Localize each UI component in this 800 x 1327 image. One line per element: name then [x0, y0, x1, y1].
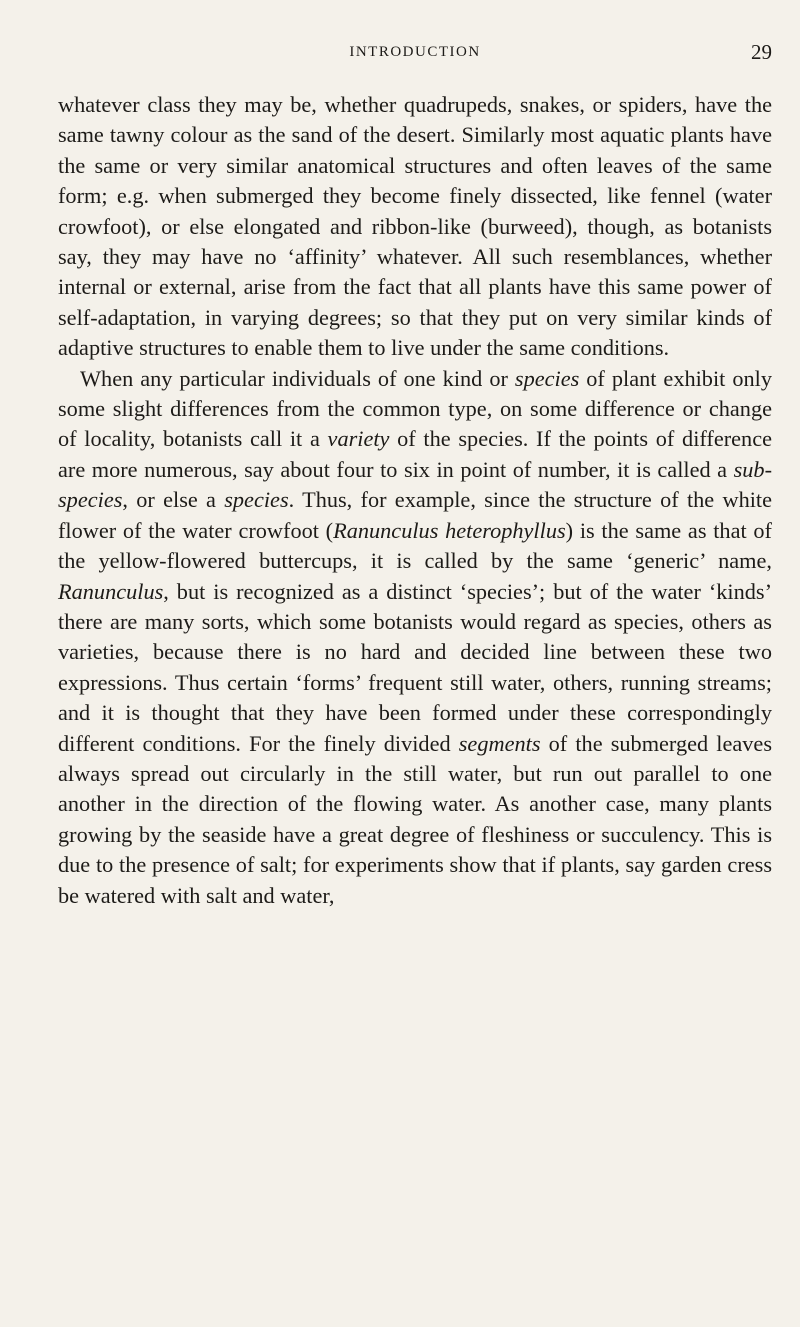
italic-term: variety: [327, 426, 390, 452]
text-segment: whatever class they may be, whether quadrupeds, snakes, or spiders, have the same tawny colour as the sand of the desert. Similarly most aquatic plants have the same or very similar anatomical structures and often leaves of the same form; e.g. when submerged they become finely dissected, like fennel (water crowfoot), or else elongated and ribbon-like (burweed), though, as botanists say, they may have no ‘affinity’ whatever. All such resemblances, whether internal or external, arise from the fact that all plants have this same power of self-adaptation, in varying degrees; so that they put on very similar kinds of adaptive structures to enable them to live under the same conditions.: [58, 92, 772, 361]
text-segment: . Thus, for example, since the structure of the white flower of the water crowfoot (: [58, 487, 772, 543]
italic-term: species: [514, 365, 580, 391]
text-segment: When any particular individuals of one kind or: [80, 365, 515, 391]
paragraph-1: [58, 90, 772, 364]
text-segment: , or else a: [122, 487, 225, 513]
italic-term: Ranunculus: [58, 578, 164, 604]
text-segment: of the species. If the points of difference are more numerous, say about four to six in point of number, it is called a: [58, 426, 772, 482]
running-title: INTRODUCTION: [349, 44, 481, 60]
text-segment: of plant exhibit only some slight differences from the common type, on some difference or change of locality, botanists call it a: [58, 365, 772, 452]
text-segment: of the submerged leaves always spread out circularly in the still water, but run out parallel to one another in the direction of the flowing water. As another case, many plants growing by the seaside have a great degree of fleshiness or succulency. This is due to the presence of salt; for experiments show that if plants, say garden cress be watered with salt and water,: [58, 730, 772, 908]
italic-term: segments: [458, 730, 541, 756]
italic-term: sub-species: [58, 456, 772, 513]
text-segment: ) is the same as that of the yellow-flowered buttercups, it is called by the same ‘generic’ name,: [58, 517, 772, 574]
book-page: [58, 40, 772, 911]
page-number: 29: [751, 40, 772, 64]
body-text: [58, 90, 772, 911]
text-segment: , but is recognized as a distinct ‘species’; but of the water ‘kinds’ there are many sorts, which some botanists would regard as species, others as varieties, because there is no hard and decided line between these two expressions. Thus certain ‘forms’ frequent still water, others, running streams; and it is thought that they have been formed under these correspondingly different conditions. For the finely divided: [58, 578, 772, 756]
italic-term: species: [224, 487, 289, 513]
italic-term: Ranunculus heterophyllus: [333, 517, 566, 543]
running-head: [58, 40, 772, 74]
paragraph-2: [58, 364, 772, 911]
